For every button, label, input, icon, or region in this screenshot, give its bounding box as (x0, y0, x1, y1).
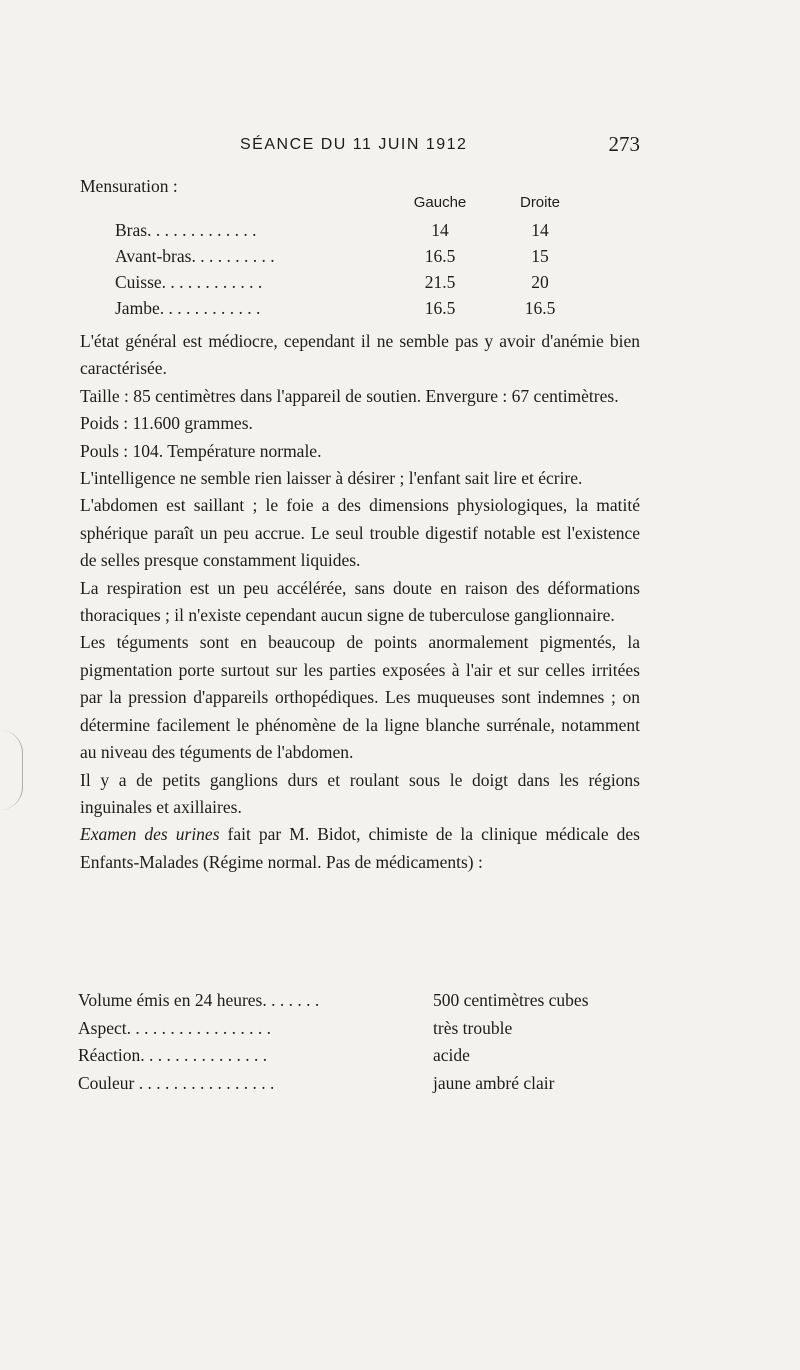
row-right-value: 15 (531, 246, 549, 266)
paragraph: Il y a de petits ganglions durs et roulant sous le doigt dans les régions inguinales et axillaires. (80, 769, 640, 817)
table-row (80, 272, 620, 298)
column-header-left: Gauche (413, 194, 467, 211)
row-right-value: 16.5 (524, 298, 556, 318)
paragraph: La respiration est un peu accélérée, sans doute en raison des déformations thoraciques ; il n'existe cependant aucun signe de tuberculose ganglionnaire. (80, 577, 640, 626)
paragraph: L'intelligence ne semble rien laisser à désirer ; l'enfant sait lire et écrire. (80, 468, 583, 489)
paragraph: L'abdomen est saillant ; le foie a des dimensions physiologiques, la matité sphérique paraît un peu accrue. Le seul trouble digestif notable est l'existence de selles presque constamment liquides. (80, 495, 640, 571)
paragraph: Taille : 85 centimètres dans l'appareil de soutien. Envergure : 67 centimètres. (80, 385, 619, 406)
paragraph: Poids : 11.600 grammes. (80, 413, 253, 434)
urine-label: Couleur . . . . . . . . . . . . . . . . (78, 1072, 275, 1093)
urine-value: 500 centimètres cubes (433, 990, 589, 1010)
table-row (78, 1073, 638, 1101)
header-title: SÉANCE DU 11 JUIN 1912 (240, 136, 468, 153)
paragraph: Pouls : 104. Température normale. (80, 440, 322, 461)
page-number: 273 (608, 132, 640, 156)
paragraph: Les téguments sont en beaucoup de points anormalement pigmentés, la pigmentation porte surtout sur les parties exposées à l'air et sur celles irritées par la pression d'appareils orthopédiques. Les muqueuses sont indemnes ; on détermine facilement le phénomène de la ligne blanche surrénale, notamment au niveau des téguments de l'abdomen. (80, 632, 640, 763)
row-left-value: 21.5 (424, 272, 456, 292)
row-left-value: 16.5 (424, 246, 456, 266)
table-row (80, 246, 620, 272)
urine-results-table (78, 990, 638, 1100)
column-header-right: Droite (519, 194, 560, 211)
row-left-value: 16.5 (424, 298, 456, 318)
table-row (78, 990, 638, 1018)
mensuration-table (80, 194, 620, 324)
row-label: Bras. . . . . . . . . . . . . (115, 220, 257, 240)
binding-shadow (0, 730, 23, 810)
urine-intro-text: fait par M. Bidot, chimiste de la clinique médicale des Enfants-Malades (Régime normal. Pas de médicaments) : (80, 824, 640, 872)
urine-label: Réaction. . . . . . . . . . . . . . . (78, 1045, 268, 1066)
row-right-value: 14 (531, 220, 549, 240)
mensuration-title: Mensuration : (80, 176, 178, 196)
table-row (80, 298, 620, 324)
row-label: Avant-bras. . . . . . . . . . (115, 246, 275, 266)
body-text (80, 328, 640, 876)
urine-value: jaune ambré clair (433, 1072, 555, 1093)
paragraph: L'état général est médiocre, cependant il ne semble pas y avoir d'anémie bien caractérisée. (80, 331, 640, 379)
running-header (240, 132, 640, 162)
urine-label: Aspect. . . . . . . . . . . . . . . . . (78, 1017, 271, 1038)
table-header-row (80, 194, 620, 220)
urine-intro-italic: Examen des urines (80, 824, 220, 845)
urine-value: acide (433, 1045, 470, 1066)
table-row (78, 1018, 638, 1046)
row-left-value: 14 (431, 220, 449, 240)
urine-value: très trouble (433, 1017, 513, 1038)
table-row (80, 220, 620, 246)
urine-intro-paragraph (80, 821, 640, 876)
row-label: Cuisse. . . . . . . . . . . . (115, 272, 263, 292)
table-row (78, 1045, 638, 1073)
urine-label: Volume émis en 24 heures. . . . . . . (78, 990, 320, 1010)
row-label: Jambe. . . . . . . . . . . . (115, 298, 261, 318)
row-right-value: 20 (531, 272, 549, 292)
